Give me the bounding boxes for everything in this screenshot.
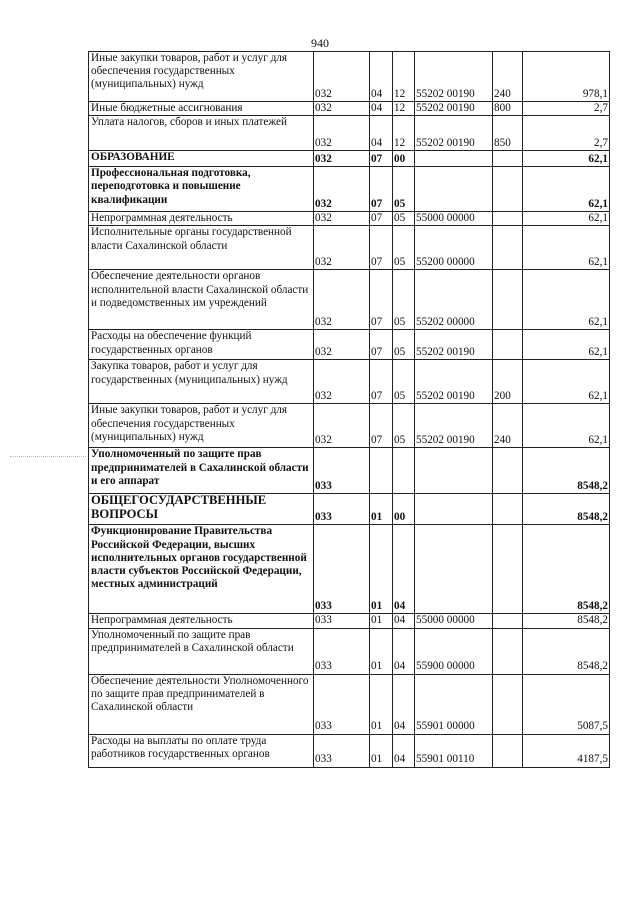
row-subsection-code-cell: 00 <box>393 151 415 167</box>
table-row <box>89 270 610 330</box>
row-department-code-cell: 032 <box>314 226 370 270</box>
row-name-cell: Уплата налогов, сборов и иных платежей <box>89 116 314 151</box>
table-row <box>89 674 610 734</box>
row-expense-type-cell <box>493 525 523 614</box>
row-subsection-code-cell: 05 <box>393 330 415 360</box>
row-expense-type-cell <box>493 734 523 767</box>
row-name-cell: Функционирование Правительства Российской Федерации, высших исполнительных органов государственной власти субъектов Российской Федерации, местных администраций <box>89 525 314 614</box>
row-amount-cell: 62,1 <box>523 167 610 212</box>
row-expense-type-cell: 850 <box>493 116 523 151</box>
row-target-article-cell: 55000 00000 <box>415 614 493 628</box>
row-amount-cell: 62,1 <box>523 151 610 167</box>
row-expense-type-cell <box>493 448 523 494</box>
table-row <box>89 212 610 226</box>
table-row <box>89 330 610 360</box>
row-department-code-cell: 033 <box>314 614 370 628</box>
row-section-code-cell: 07 <box>370 226 393 270</box>
table-row <box>89 628 610 674</box>
row-section-code-cell: 04 <box>370 102 393 116</box>
row-subsection-code-cell <box>393 448 415 494</box>
row-target-article-cell: 55202 00190 <box>415 116 493 151</box>
row-subsection-code-cell: 04 <box>393 734 415 767</box>
row-expense-type-cell <box>493 226 523 270</box>
row-target-article-cell: 55901 00110 <box>415 734 493 767</box>
row-subsection-code-cell: 04 <box>393 525 415 614</box>
row-section-code-cell: 04 <box>370 116 393 151</box>
table-row <box>89 151 610 167</box>
row-name-cell: Непрограммная деятельность <box>89 614 314 628</box>
row-target-article-cell: 55202 00190 <box>415 404 493 448</box>
row-name-cell: ОБЩЕГОСУДАРСТВЕННЫЕ ВОПРОСЫ <box>89 494 314 525</box>
row-section-code-cell: 01 <box>370 525 393 614</box>
row-department-code-cell: 032 <box>314 151 370 167</box>
row-section-code-cell: 07 <box>370 404 393 448</box>
row-section-code-cell: 07 <box>370 212 393 226</box>
row-amount-cell: 2,7 <box>523 102 610 116</box>
row-target-article-cell <box>415 448 493 494</box>
row-department-code-cell: 033 <box>314 734 370 767</box>
row-name-cell: Исполнительные органы государственной власти Сахалинской области <box>89 226 314 270</box>
row-target-article-cell: 55200 00000 <box>415 226 493 270</box>
row-expense-type-cell <box>493 614 523 628</box>
row-amount-cell: 62,1 <box>523 212 610 226</box>
row-section-code-cell: 01 <box>370 628 393 674</box>
row-amount-cell: 8548,2 <box>523 525 610 614</box>
row-name-cell: Закупка товаров, работ и услуг для государственных (муниципальных) нужд <box>89 360 314 404</box>
row-subsection-code-cell: 05 <box>393 404 415 448</box>
row-expense-type-cell <box>493 151 523 167</box>
row-department-code-cell: 033 <box>314 448 370 494</box>
table-row <box>89 102 610 116</box>
row-section-code-cell: 07 <box>370 330 393 360</box>
row-name-cell: Иные закупки товаров, работ и услуг для обеспечения государственных (муниципальных) нужд <box>89 404 314 448</box>
row-department-code-cell: 032 <box>314 52 370 102</box>
row-expense-type-cell <box>493 212 523 226</box>
scan-margin-mark <box>10 456 86 460</box>
row-expense-type-cell <box>493 674 523 734</box>
row-department-code-cell: 032 <box>314 270 370 330</box>
row-section-code-cell: 07 <box>370 167 393 212</box>
row-expense-type-cell <box>493 494 523 525</box>
row-expense-type-cell: 240 <box>493 52 523 102</box>
row-subsection-code-cell: 05 <box>393 226 415 270</box>
row-section-code-cell: 07 <box>370 360 393 404</box>
row-amount-cell: 62,1 <box>523 404 610 448</box>
row-expense-type-cell <box>493 167 523 212</box>
table-row <box>89 360 610 404</box>
row-subsection-code-cell: 05 <box>393 270 415 330</box>
table-row <box>89 226 610 270</box>
row-amount-cell: 5087,5 <box>523 674 610 734</box>
row-name-cell: Иные закупки товаров, работ и услуг для обеспечения государственных (муниципальных) нужд <box>89 52 314 102</box>
row-subsection-code-cell: 00 <box>393 494 415 525</box>
table-row <box>89 614 610 628</box>
row-department-code-cell: 032 <box>314 404 370 448</box>
row-section-code-cell: 01 <box>370 734 393 767</box>
row-name-cell: Обеспечение деятельности органов исполнительной власти Сахалинской области и подведомственных им учреждений <box>89 270 314 330</box>
row-department-code-cell: 032 <box>314 102 370 116</box>
row-amount-cell: 8548,2 <box>523 494 610 525</box>
row-department-code-cell: 032 <box>314 212 370 226</box>
row-subsection-code-cell: 05 <box>393 167 415 212</box>
row-subsection-code-cell: 05 <box>393 212 415 226</box>
row-department-code-cell: 032 <box>314 167 370 212</box>
row-amount-cell: 8548,2 <box>523 448 610 494</box>
row-name-cell: Иные бюджетные ассигнования <box>89 102 314 116</box>
row-expense-type-cell: 200 <box>493 360 523 404</box>
row-name-cell: Обеспечение деятельности Уполномоченного по защите прав предпринимателей в Сахалинской области <box>89 674 314 734</box>
row-expense-type-cell <box>493 628 523 674</box>
row-department-code-cell: 032 <box>314 116 370 151</box>
row-department-code-cell: 033 <box>314 525 370 614</box>
row-subsection-code-cell: 04 <box>393 628 415 674</box>
row-name-cell: Уполномоченный по защите прав предпринимателей в Сахалинской области и его аппарат <box>89 448 314 494</box>
row-department-code-cell: 032 <box>314 330 370 360</box>
budget-table <box>88 51 610 768</box>
row-amount-cell: 62,1 <box>523 360 610 404</box>
page-number: 940 <box>311 36 329 50</box>
table-row <box>89 734 610 767</box>
row-subsection-code-cell: 12 <box>393 116 415 151</box>
row-name-cell: Профессиональная подготовка, переподготовка и повышение квалификации <box>89 167 314 212</box>
row-amount-cell: 62,1 <box>523 330 610 360</box>
row-section-code-cell: 01 <box>370 614 393 628</box>
row-amount-cell: 8548,2 <box>523 614 610 628</box>
row-amount-cell: 8548,2 <box>523 628 610 674</box>
row-target-article-cell <box>415 167 493 212</box>
row-amount-cell: 4187,5 <box>523 734 610 767</box>
row-section-code-cell: 07 <box>370 270 393 330</box>
row-target-article-cell: 55202 00000 <box>415 270 493 330</box>
row-target-article-cell: 55202 00190 <box>415 330 493 360</box>
row-section-code-cell <box>370 448 393 494</box>
row-subsection-code-cell: 05 <box>393 360 415 404</box>
row-subsection-code-cell: 04 <box>393 614 415 628</box>
row-target-article-cell: 55202 00190 <box>415 102 493 116</box>
row-expense-type-cell <box>493 270 523 330</box>
row-department-code-cell: 033 <box>314 674 370 734</box>
row-section-code-cell: 07 <box>370 151 393 167</box>
row-name-cell: Непрограммная деятельность <box>89 212 314 226</box>
table-row <box>89 525 610 614</box>
row-department-code-cell: 032 <box>314 360 370 404</box>
row-target-article-cell: 55202 00190 <box>415 52 493 102</box>
table-row <box>89 494 610 525</box>
row-department-code-cell: 033 <box>314 628 370 674</box>
row-section-code-cell: 01 <box>370 494 393 525</box>
row-name-cell: ОБРАЗОВАНИЕ <box>89 151 314 167</box>
row-amount-cell: 2,7 <box>523 116 610 151</box>
row-amount-cell: 62,1 <box>523 226 610 270</box>
table-row <box>89 52 610 102</box>
row-expense-type-cell <box>493 330 523 360</box>
row-target-article-cell <box>415 494 493 525</box>
row-target-article-cell: 55202 00190 <box>415 360 493 404</box>
row-target-article-cell <box>415 151 493 167</box>
table-row <box>89 404 610 448</box>
row-expense-type-cell: 800 <box>493 102 523 116</box>
row-section-code-cell: 01 <box>370 674 393 734</box>
row-department-code-cell: 033 <box>314 494 370 525</box>
row-expense-type-cell: 240 <box>493 404 523 448</box>
budget-table-body <box>89 52 610 768</box>
row-name-cell: Расходы на обеспечение функций государственных органов <box>89 330 314 360</box>
row-target-article-cell <box>415 525 493 614</box>
row-target-article-cell: 55000 00000 <box>415 212 493 226</box>
row-name-cell: Уполномоченный по защите прав предпринимателей в Сахалинской области <box>89 628 314 674</box>
row-section-code-cell: 04 <box>370 52 393 102</box>
row-amount-cell: 978,1 <box>523 52 610 102</box>
table-row <box>89 116 610 151</box>
row-target-article-cell: 55901 00000 <box>415 674 493 734</box>
row-subsection-code-cell: 04 <box>393 674 415 734</box>
row-amount-cell: 62,1 <box>523 270 610 330</box>
table-row <box>89 167 610 212</box>
table-row <box>89 448 610 494</box>
row-subsection-code-cell: 12 <box>393 102 415 116</box>
row-target-article-cell: 55900 00000 <box>415 628 493 674</box>
row-name-cell: Расходы на выплаты по оплате труда работников государственных органов <box>89 734 314 767</box>
row-subsection-code-cell: 12 <box>393 52 415 102</box>
